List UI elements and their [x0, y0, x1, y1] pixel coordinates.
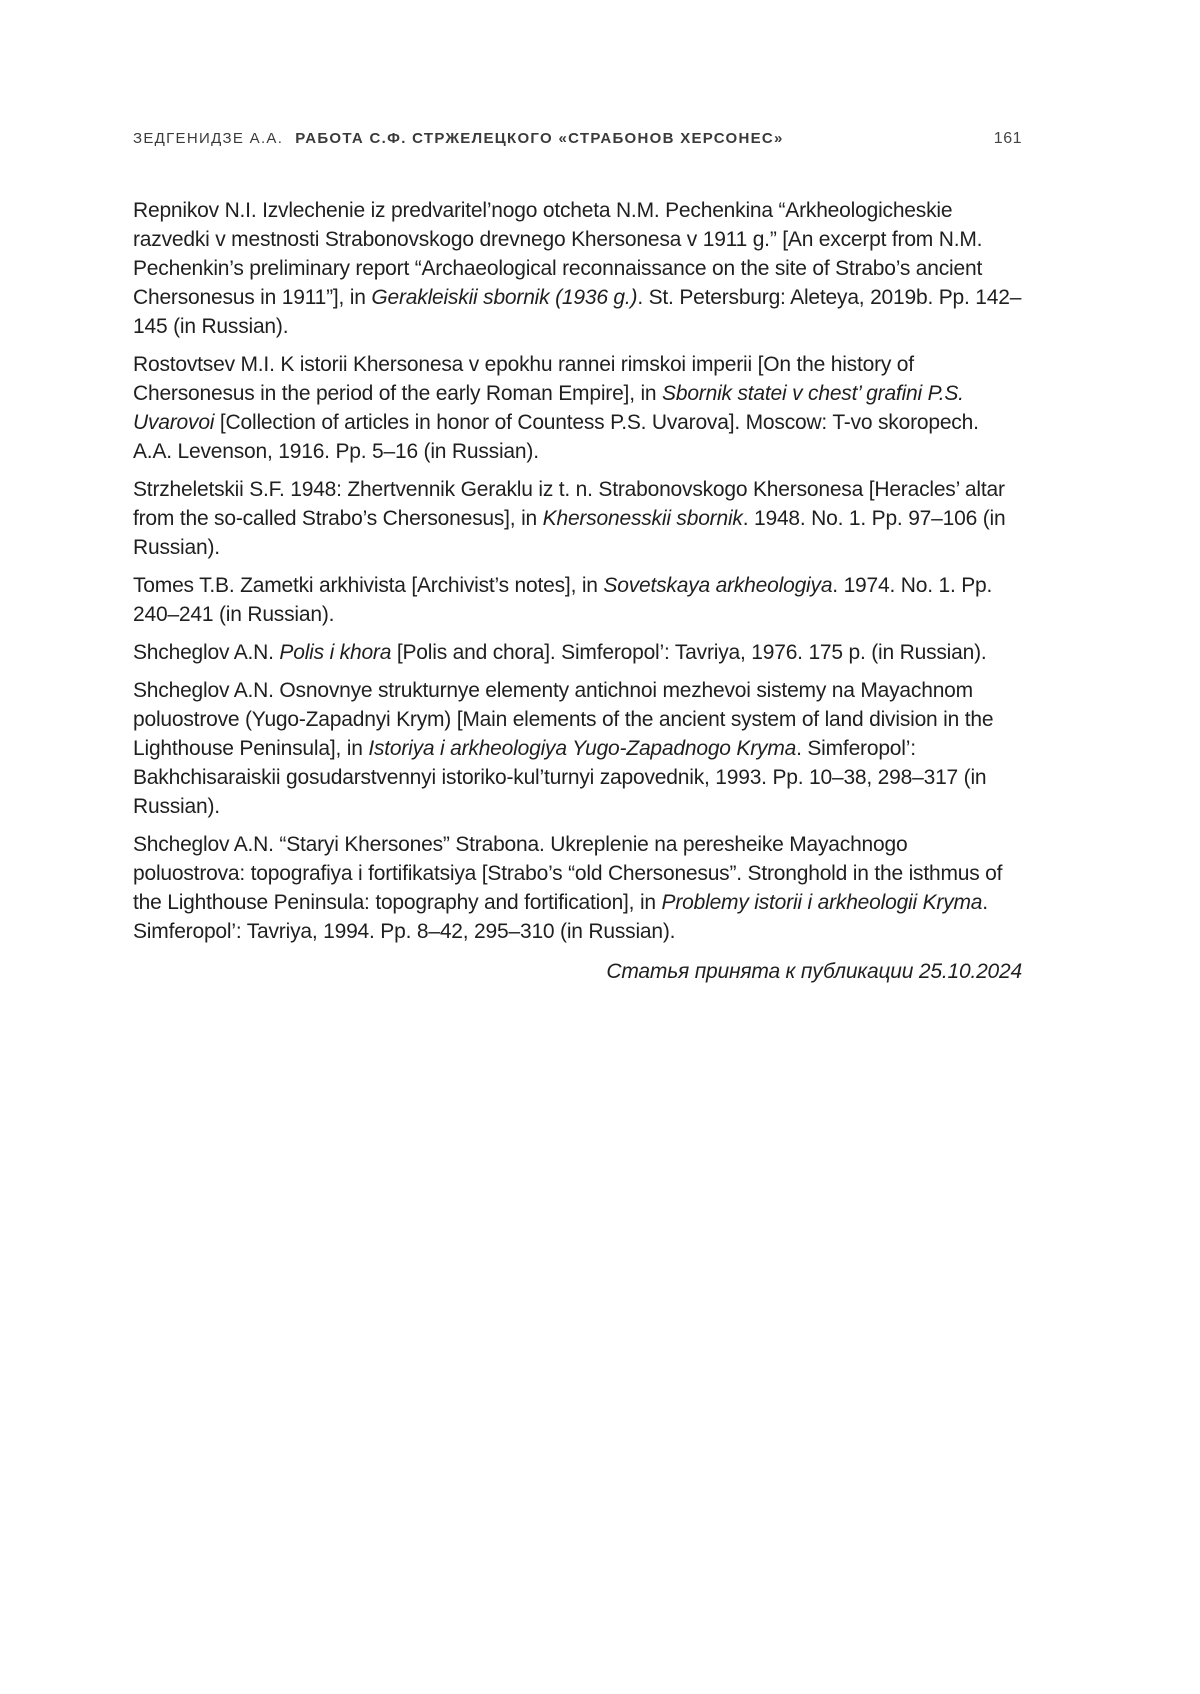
reference-text: . Simferopol’: Tavriya, 1994. Pp. 8–42, 295–310 (in Russian). — [133, 891, 988, 943]
reference-list — [133, 196, 1022, 946]
header-author: ЗЕДГЕНИДЗЕ А.А. — [133, 130, 284, 147]
reference-source-title: Gerakleiskii sbornik (1936 g.) — [371, 286, 638, 309]
page-number: 161 — [993, 130, 1022, 147]
reference-text: [Collection of articles in honor of Countess P.S. Uvarova]. Moscow: T-vo skoropech. A.A. Levenson, 1916. Pp. 5–16 (in Russian). — [133, 411, 979, 463]
reference-text: Strzheletskii S.F. 1948: Zhertvennik Geraklu iz t. n. Strabonovskogo Khersonesa [Heracles’ altar from the so-called Strabo’s Chersonesus], in — [133, 478, 1005, 530]
reference-entry — [133, 196, 1022, 341]
acceptance-note: Статья принята к публикации 25.10.2024 — [606, 960, 1022, 983]
reference-text: Rostovtsev M.I. K istorii Khersonesa v epokhu rannei rimskoi imperii [On the history of Chersonesus in the period of the early Roman Empire], in — [133, 353, 914, 405]
reference-source-title: Istoriya i arkheologiya Yugo-Zapadnogo Kryma — [368, 737, 797, 760]
reference-text: . 1948. No. 1. Pp. 97–106 (in Russian). — [133, 507, 1006, 559]
reference-source-title: Problemy istorii i arkheologii Kryma — [661, 891, 983, 914]
reference-entry — [133, 638, 1022, 667]
reference-source-title: Polis i khora — [279, 641, 392, 664]
reference-text: Repnikov N.I. Izvlechenie iz predvaritel’nogo otcheta N.M. Pechenkina “Arkheologicheskie razvedki v mestnosti Strabonovskogo drevnego Khersonesa v 1911 g.” [An excerpt from N.M. Pechenkin’s preliminary report “Archaeological reconnaissance on the site of Strabo’s ancient Chersonesus in 1911”], in — [133, 199, 983, 309]
reference-entry — [133, 830, 1022, 946]
reference-entry — [133, 475, 1022, 562]
reference-text: . St. Petersburg: Aleteya, 2019b. Pp. 142–145 (in Russian). — [133, 286, 1022, 338]
reference-entry — [133, 676, 1022, 821]
reference-entry — [133, 350, 1022, 466]
reference-entry — [133, 571, 1022, 629]
reference-text: . 1974. No. 1. Pp. 240–241 (in Russian). — [133, 574, 993, 626]
reference-text: . Simferopol’: Bakhchisaraiskii gosudarstvennyi istoriko-kul’turnyi zapovednik, 1993. Pp. 10–38, 298–317 (in Russian). — [133, 737, 987, 818]
reference-text: [Polis and chora]. Simferopol’: Tavriya, 1976. 175 p. (in Russian). — [391, 641, 987, 664]
reference-text: Shcheglov A.N. — [133, 641, 280, 664]
reference-text: Shcheglov A.N. “Staryi Khersones” Strabona. Ukreplenie na peresheike Mayachnogo poluostrova: topografiya i fortifikatsiya [Strabo’s “old Chersonesus”. Stronghold in the isthmus of the Lighthouse Peninsula: topography and fortification], in — [133, 833, 1003, 914]
page-content — [133, 196, 1022, 986]
reference-source-title: Sbornik statei v chest’ grafini P.S. Uvarovoi — [133, 382, 964, 434]
reference-source-title: Sovetskaya arkheologiya — [603, 574, 833, 597]
running-header-text — [133, 129, 784, 149]
running-header — [133, 129, 1022, 149]
header-article-title: РАБОТА С.Ф. СТРЖЕЛЕЦКОГО «СТРАБОНОВ ХЕРСОНЕС» — [295, 130, 784, 147]
reference-source-title: Khersonesskii sbornik — [542, 507, 743, 530]
reference-text: Shcheglov A.N. Osnovnye strukturnye elementy antichnoi mezhevoi sistemy na Mayachnom poluostrove (Yugo-Zapadnyi Krym) [Main elements of the ancient system of land division in the Lighthouse Peninsula], in — [133, 679, 994, 760]
reference-text: Tomes T.B. Zametki arkhivista [Archivist’s notes], in — [133, 574, 604, 597]
